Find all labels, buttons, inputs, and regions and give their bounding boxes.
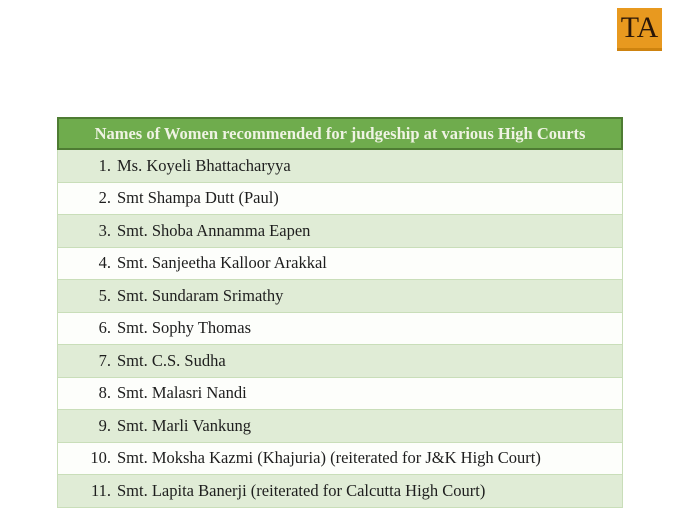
table-row: [58, 248, 622, 281]
table-row: [58, 150, 622, 183]
row-name: Smt. Sundaram Srimathy: [117, 285, 284, 305]
table-row: [58, 410, 622, 443]
row-number: 3.: [98, 220, 111, 240]
table-row: [58, 215, 622, 248]
table-row: [58, 378, 622, 411]
women-judges-table: [57, 117, 623, 508]
ta-logo-text: TA: [620, 11, 659, 44]
table-row: [58, 313, 622, 346]
row-number: 4.: [98, 253, 111, 273]
row-number: 8.: [98, 383, 111, 403]
table-row: [58, 443, 622, 476]
row-number: 9.: [98, 415, 111, 435]
table-header: Names of Women recommended for judgeship at various High Courts: [57, 117, 623, 150]
table-body: [57, 150, 623, 508]
row-name: Smt. C.S. Sudha: [117, 350, 226, 370]
table-row: [58, 280, 622, 313]
row-number: 5.: [98, 285, 111, 305]
row-name: Smt. Lapita Banerji (reiterated for Calcutta High Court): [117, 480, 486, 500]
table-row: [58, 183, 622, 216]
row-number: 1.: [98, 155, 111, 175]
row-number: 6.: [98, 318, 111, 338]
row-name: Smt. Sanjeetha Kalloor Arakkal: [117, 253, 327, 273]
ta-logo: [617, 8, 662, 51]
row-number: 10.: [90, 448, 111, 468]
row-name: Smt. Sophy Thomas: [117, 318, 252, 338]
row-number: 11.: [90, 480, 111, 500]
row-name: Ms. Koyeli Bhattacharyya: [117, 155, 291, 175]
table-row: [58, 475, 622, 508]
row-number: 7.: [98, 350, 111, 370]
row-name: Smt. Shoba Annamma Eapen: [117, 220, 311, 240]
row-name: Smt. Malasri Nandi: [117, 383, 247, 403]
row-number: 2.: [98, 188, 111, 208]
row-name: Smt Shampa Dutt (Paul): [117, 188, 279, 208]
table-row: [58, 345, 622, 378]
row-name: Smt. Moksha Kazmi (Khajuria) (reiterated for J&K High Court): [117, 448, 541, 468]
row-name: Smt. Marli Vankung: [117, 415, 251, 435]
